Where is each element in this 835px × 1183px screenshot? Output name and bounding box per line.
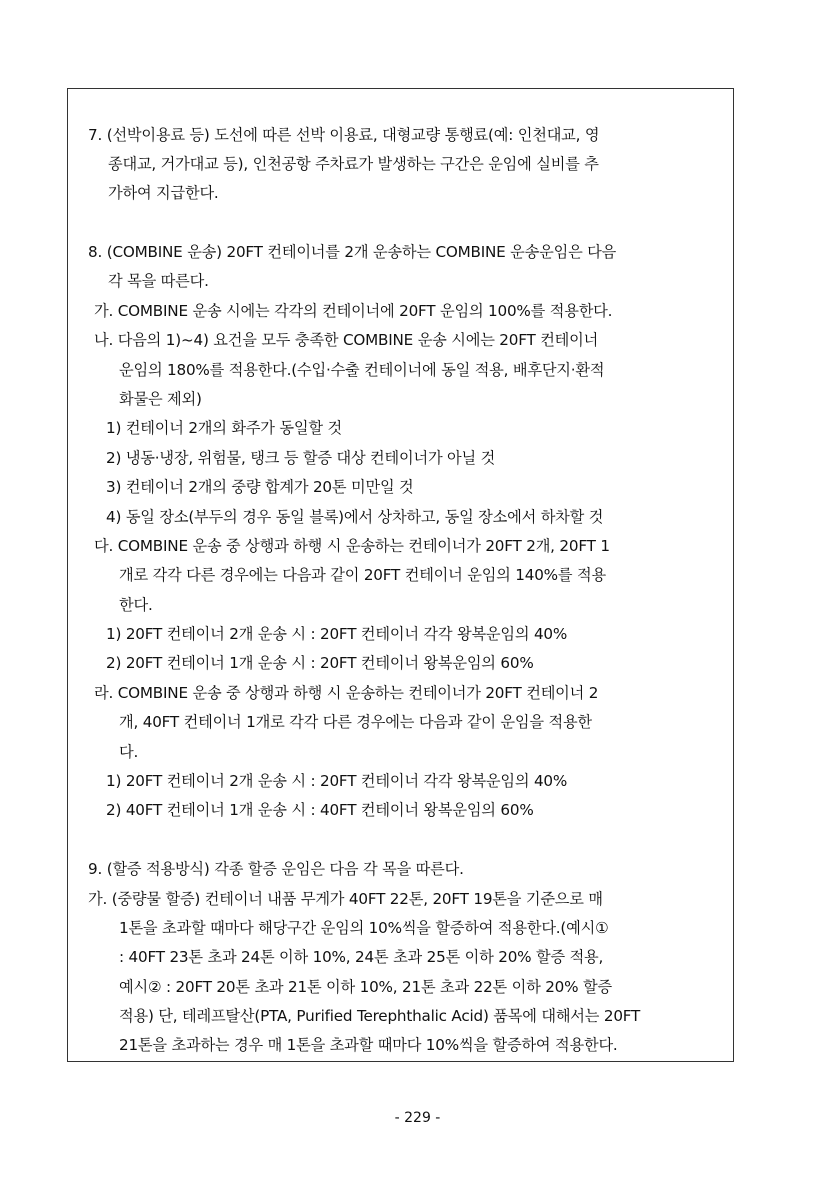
- text-line: 개, 40FT 컨테이너 1개로 각각 다른 경우에는 다음과 같이 운임을 적용한: [119, 713, 592, 731]
- text-line: 예시② : 20FT 20톤 초과 21톤 이하 10%, 21톤 초과 22톤 이하 20% 할증: [119, 978, 612, 996]
- text-line: 9. (할증 적용방식) 각종 할증 운임은 다음 각 목을 따른다.: [88, 860, 464, 878]
- text-line: 1) 20FT 컨테이너 2개 운송 시 : 20FT 컨테이너 각각 왕복운임의 40%: [106, 625, 568, 643]
- text-line: 7. (선박이용료 등) 도선에 따른 선박 이용료, 대형교량 통행료(예: 인천대교, 영: [88, 126, 600, 144]
- text-line: 3) 컨테이너 2개의 중량 합계가 20톤 미만일 것: [106, 478, 414, 496]
- page-number: - 229 -: [394, 1110, 441, 1126]
- text-line: 2) 20FT 컨테이너 1개 운송 시 : 20FT 컨테이너 왕복운임의 60%: [106, 654, 534, 672]
- text-line: 1) 컨테이너 2개의 화주가 동일할 것: [106, 419, 342, 437]
- text-line: 종대교, 거가대교 등), 인천공항 주차료가 발생하는 구간은 운임에 실비를 추: [108, 155, 599, 173]
- text-line: 나. 다음의 1)~4) 요건을 모두 충족한 COMBINE 운송 시에는 20FT 컨테이너: [94, 331, 599, 349]
- text-line: 적용) 단, 테레프탈산(PTA, Purified Terephthalic Acid) 품목에 대해서는 20FT: [119, 1007, 641, 1025]
- text-line: 가. (중량물 할증) 컨테이너 내품 무게가 40FT 22톤, 20FT 19톤을 기준으로 매: [88, 890, 603, 908]
- text-line: 1) 20FT 컨테이너 2개 운송 시 : 20FT 컨테이너 각각 왕복운임의 40%: [106, 772, 568, 790]
- text-line: 화물은 제외): [119, 390, 202, 408]
- text-line: 1톤을 초과할 때마다 해당구간 운임의 10%씩을 할증하여 적용한다.(예시①: [119, 919, 609, 937]
- text-line: 4) 동일 장소(부두의 경우 동일 블록)에서 상차하고, 동일 장소에서 하차할 것: [106, 508, 604, 526]
- text-line: : 40FT 23톤 초과 24톤 이하 10%, 24톤 초과 25톤 이하 20% 할증 적용,: [119, 948, 604, 966]
- text-line: 8. (COMBINE 운송) 20FT 컨테이너를 2개 운송하는 COMBINE 운송운임은 다음: [88, 243, 617, 261]
- document-frame: [67, 88, 734, 1062]
- text-line: 가. COMBINE 운송 시에는 각각의 컨테이너에 20FT 운임의 100%를 적용한다.: [94, 302, 613, 320]
- text-line: 각 목을 따른다.: [108, 272, 209, 290]
- text-line: 한다.: [119, 596, 153, 614]
- text-line: 라. COMBINE 운송 중 상행과 하행 시 운송하는 컨테이너가 20FT 컨테이너 2: [94, 684, 599, 702]
- text-line: 2) 40FT 컨테이너 1개 운송 시 : 40FT 컨테이너 왕복운임의 60%: [106, 801, 534, 819]
- text-line: 2) 냉동·냉장, 위험물, 탱크 등 할증 대상 컨테이너가 아닐 것: [106, 449, 496, 467]
- text-line: 개로 각각 다른 경우에는 다음과 같이 20FT 컨테이너 운임의 140%를 적용: [119, 566, 606, 584]
- text-line: 운임의 180%를 적용한다.(수입·수출 컨테이너에 동일 적용, 배후단지·환적: [119, 361, 605, 379]
- text-line: 가하여 지급한다.: [108, 184, 219, 202]
- text-line: 다.: [119, 743, 139, 761]
- text-line: 다. COMBINE 운송 중 상행과 하행 시 운송하는 컨테이너가 20FT 2개, 20FT 1: [94, 537, 610, 555]
- text-line: 21톤을 초과하는 경우 매 1톤을 초과할 때마다 10%씩을 할증하여 적용한다.: [119, 1036, 618, 1054]
